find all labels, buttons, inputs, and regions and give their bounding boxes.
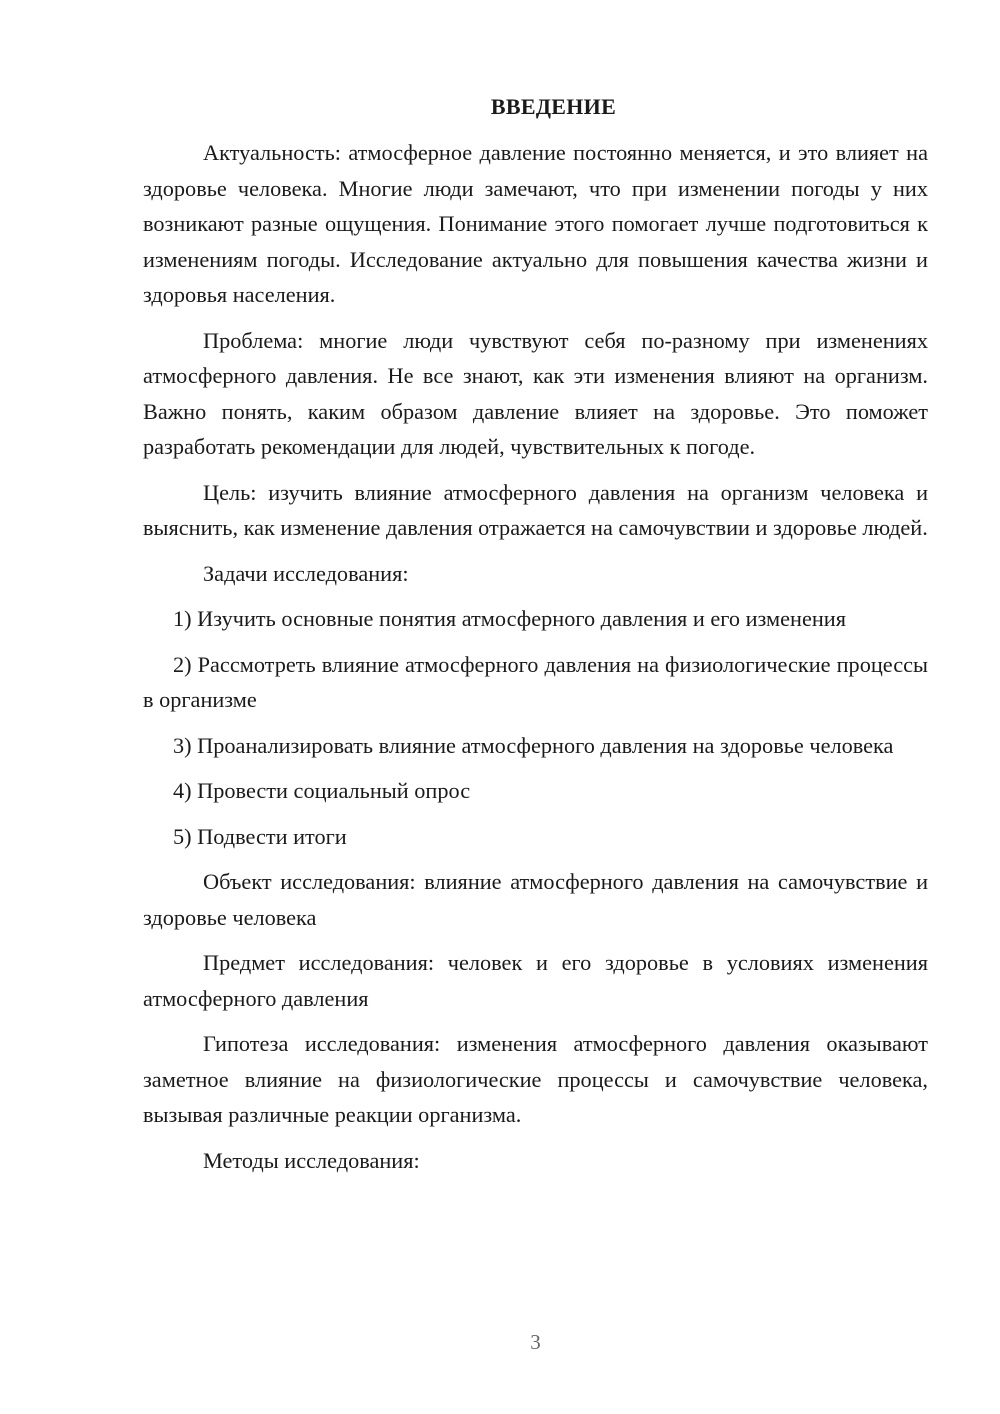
paragraph-hypothesis: Гипотеза исследования: изменения атмосферного давления оказывают заметное влияние на физиологические процессы и самочувствие человека, вызывая различные реакции организма. <box>143 1031 928 1127</box>
paragraph-object: Объект исследования: влияние атмосферного давления на самочувствие и здоровье человека <box>143 869 928 930</box>
paragraph-subject: Предмет исследования: человек и его здоровье в условиях изменения атмосферного давления <box>143 950 928 1011</box>
task-item-3: 3) Проанализировать влияние атмосферного давления на здоровье человека <box>173 732 894 758</box>
paragraph-problem: Проблема: многие люди чувствуют себя по-разному при изменениях атмосферного давления. Не все знают, как эти изменения влияют на организм. Важно понять, каким образом давление влияет на здоровье. Это поможет разработать рекомендации для людей, чувствительных к погоде. <box>143 327 928 459</box>
task-item-2: 2) Рассмотреть влияние атмосферного давления на физиологические процессы в организме <box>143 651 928 712</box>
page-number: 3 <box>530 1330 541 1354</box>
paragraph-goal: Цель: изучить влияние атмосферного давления на организм человека и выяснить, как изменение давления отражается на самочувствии и здоровье людей. <box>143 479 928 540</box>
paragraph-methods: Методы исследования: <box>203 1147 420 1173</box>
paragraph-relevance: Актуальность: атмосферное давление постоянно меняется, и это влияет на здоровье человека. Многие люди замечают, что при изменении погоды у них возникают разные ощущения. Понимание этого помогает лучше подготовиться к изменениям погоды. Исследование актуально для повышения качества жизни и здоровья населения. <box>143 140 928 307</box>
page-title: ВВЕДЕНИЕ <box>490 94 617 119</box>
task-item-5: 5) Подвести итоги <box>173 823 347 849</box>
task-item-1: 1) Изучить основные понятия атмосферного давления и его изменения <box>173 606 846 631</box>
task-item-4: 4) Провести социальный опрос <box>173 778 471 803</box>
paragraph-tasks-heading: Задачи исследования: <box>203 560 409 586</box>
